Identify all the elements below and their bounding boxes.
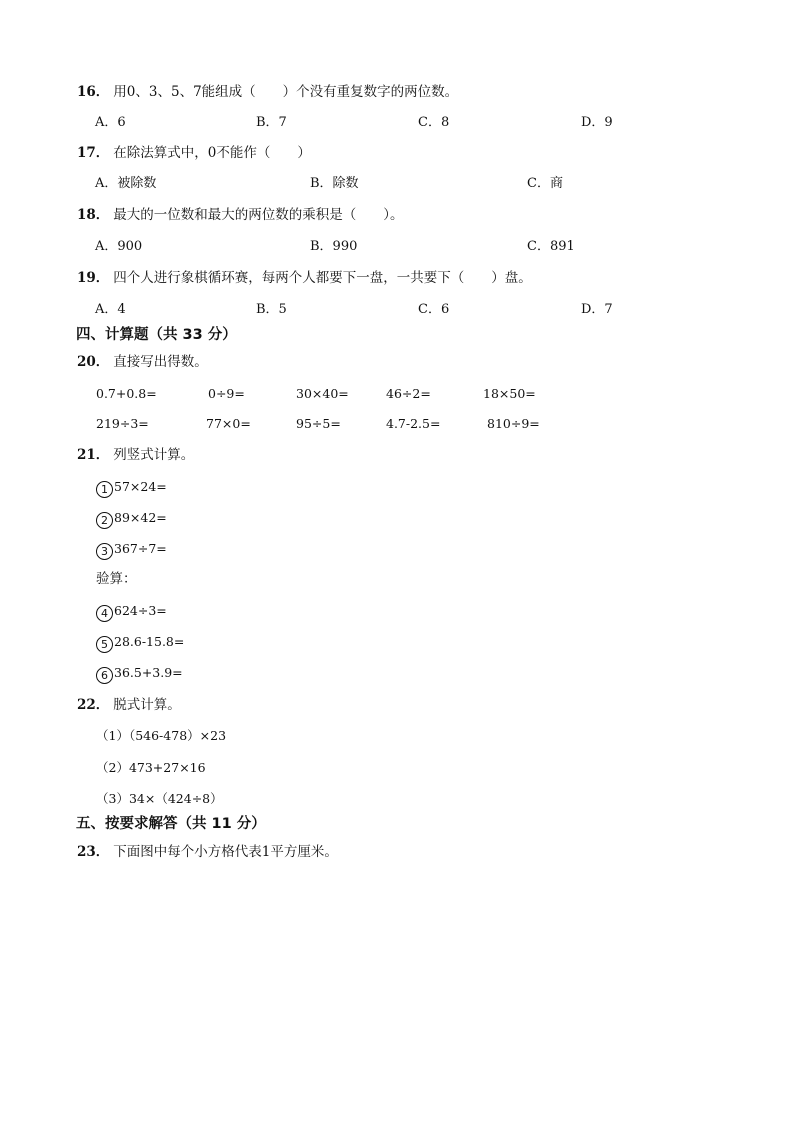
- question-text: 用0、3、5、7能组成（ ）个没有重复数字的两位数。: [113, 84, 459, 100]
- option-a: A．被除数: [95, 176, 157, 191]
- mental-calc-item: 77×0=: [206, 416, 251, 431]
- question-number: 19．: [77, 270, 110, 286]
- question-20: [77, 353, 208, 371]
- circled-number: 6: [96, 667, 113, 684]
- option-d: D．7: [581, 302, 613, 317]
- question-22: [77, 696, 181, 714]
- question-18: [77, 206, 404, 224]
- question-number: 20．: [77, 354, 110, 370]
- mental-calc-item: 810÷9=: [487, 416, 540, 431]
- section-heading: 五、按要求解答（共 11 分）: [76, 816, 266, 832]
- section-heading: 四、计算题（共 33 分）: [76, 327, 237, 343]
- mental-calc-item: 219÷3=: [96, 416, 149, 431]
- vertical-calc-item: [96, 633, 184, 653]
- circled-number: 3: [96, 543, 113, 560]
- step-calc-item: （1）（546-478）×23: [96, 728, 227, 743]
- calc-expression: 57×24=: [114, 479, 167, 494]
- calc-expression: 89×42=: [114, 510, 167, 525]
- option-a: A．4: [95, 302, 126, 317]
- mental-calc-item: 4.7-2.5=: [386, 416, 441, 431]
- calc-expression: 36.5+3.9=: [114, 665, 183, 680]
- step-calc-item: （3）34×（424÷8）: [96, 791, 223, 806]
- mental-calc-item: 46÷2=: [386, 386, 431, 401]
- mental-calc-item: 18×50=: [483, 386, 536, 401]
- question-number: 16．: [77, 84, 110, 100]
- question-16: [77, 83, 458, 101]
- option-c: C．891: [527, 239, 575, 254]
- vertical-calc-item: [96, 540, 167, 560]
- question-number: 21．: [77, 447, 110, 463]
- question-text: 脱式计算。: [113, 697, 181, 713]
- vertical-calc-item: [96, 664, 183, 684]
- question-number: 23．: [77, 844, 110, 860]
- mental-calc-item: 95÷5=: [296, 416, 341, 431]
- option-a: A．6: [95, 115, 126, 130]
- question-text: 在除法算式中，0不能作（ ）: [113, 145, 311, 161]
- option-b: B．990: [310, 239, 358, 254]
- question-17: [77, 144, 311, 162]
- question-number: 17．: [77, 145, 110, 161]
- vertical-calc-item: [96, 602, 167, 622]
- circled-number: 2: [96, 512, 113, 529]
- option-a: A．900: [95, 239, 143, 254]
- circled-number: 4: [96, 605, 113, 622]
- question-text: 下面图中每个小方格代表1平方厘米。: [113, 844, 338, 860]
- question-23: [77, 843, 338, 861]
- question-text: 最大的一位数和最大的两位数的乘积是（ ）。: [113, 207, 404, 223]
- option-c: C．8: [418, 115, 450, 130]
- question-text: 列竖式计算。: [113, 447, 195, 463]
- question-number: 18．: [77, 207, 110, 223]
- calc-expression: 367÷7=: [114, 541, 167, 556]
- circled-number: 1: [96, 481, 113, 498]
- question-text: 直接写出得数。: [113, 354, 208, 370]
- step-calc-item: （2）473+27×16: [96, 760, 206, 775]
- question-19: [77, 269, 532, 287]
- option-b: B．7: [256, 115, 287, 130]
- mental-calc-item: 0.7+0.8=: [96, 386, 157, 401]
- circled-number: 5: [96, 636, 113, 653]
- question-21: [77, 446, 194, 464]
- vertical-calc-item: [96, 509, 167, 529]
- option-c: C．商: [527, 176, 563, 191]
- option-d: D．9: [581, 115, 613, 130]
- option-c: C．6: [418, 302, 450, 317]
- calc-expression: 28.6-15.8=: [114, 634, 185, 649]
- vertical-calc-item: [96, 478, 167, 498]
- check-label: 验算：: [96, 571, 137, 587]
- option-b: B．5: [256, 302, 287, 317]
- question-text: 四个人进行象棋循环赛，每两个人都要下一盘，一共要下（ ）盘。: [113, 270, 532, 286]
- option-b: B．除数: [310, 176, 359, 191]
- mental-calc-item: 30×40=: [296, 386, 349, 401]
- question-number: 22．: [77, 697, 110, 713]
- mental-calc-item: 0÷9=: [208, 386, 245, 401]
- calc-expression: 624÷3=: [114, 603, 167, 618]
